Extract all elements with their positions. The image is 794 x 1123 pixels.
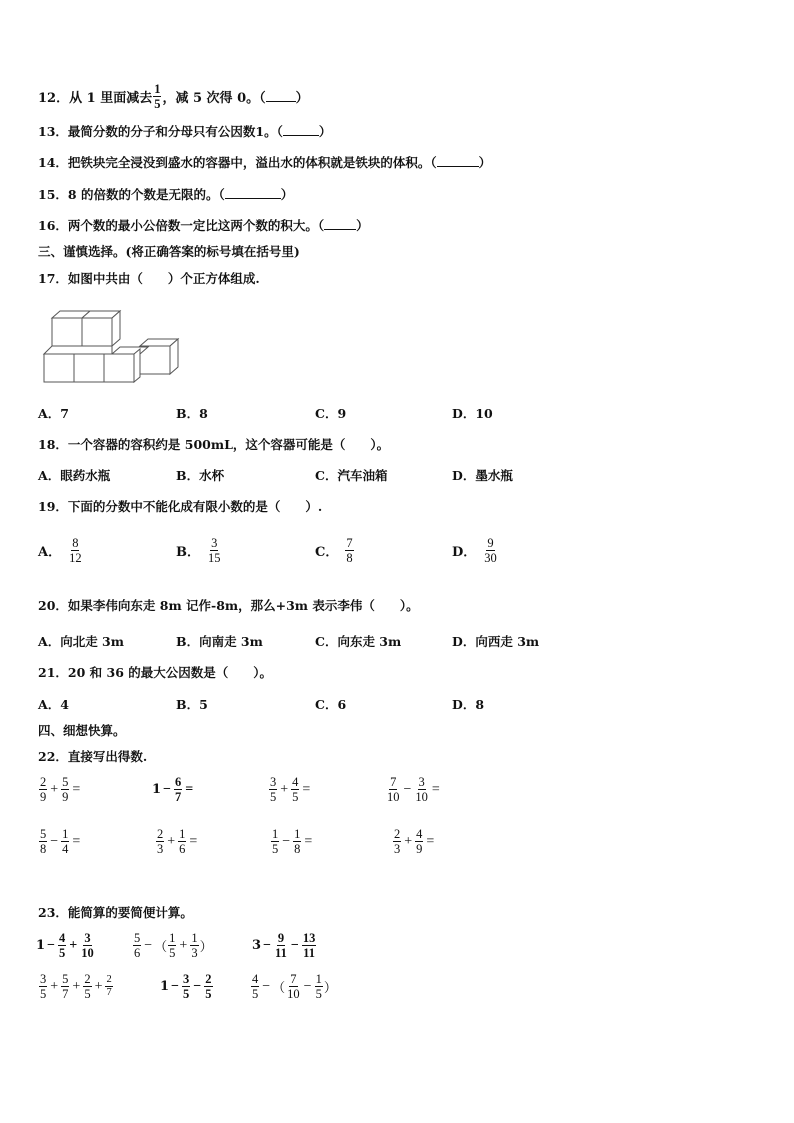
q22-expression: $\frac{2}{9}$ + $\frac{5}{9}$ = [40, 775, 81, 804]
q12-text: 12．从 1 里面减去 [38, 91, 153, 106]
question-18: 18．一个容器的容积约是 500mL，这个容器可能是（ ）。 [38, 437, 390, 452]
question-16: 16．两个数的最小公倍数一定比这两个数的积大。（ ） [38, 218, 369, 233]
q12-fraction: $\frac{1}{5}$ [154, 82, 161, 111]
q14-answer-blank[interactable] [437, 156, 479, 167]
q19-option-d[interactable]: D． $\frac{9}{30}$ [452, 536, 497, 565]
q19-option-c-fraction: $\frac{7}{8}$ [346, 536, 353, 565]
q23-expression: $\frac{5}{6}$ − （ $\frac{1}{5}$ + $\frac{1}{3}$ ） [134, 931, 213, 960]
q22-expression: $\frac{1}{5}$ − $\frac{1}{8}$ = [272, 827, 313, 856]
question-23: 23．能简算的要简便计算。 [38, 905, 193, 920]
q21-option-d[interactable]: D．8 [452, 697, 485, 712]
q22-expression: $\frac{2}{3}$ + $\frac{1}{6}$ = [157, 827, 198, 856]
q17-option-d[interactable]: D．10 [452, 406, 493, 421]
question-21: 21．20 和 36 的最大公因数是（ ）。 [38, 665, 272, 680]
question-12: 12．从 1 里面减去 $\frac{1}{5}$ ，减 5 次得 0。（ ） [38, 82, 309, 111]
q22-expression: $\frac{3}{5}$ + $\frac{4}{5}$ = [270, 775, 311, 804]
question-14: 14．把铁块完全浸没到盛水的容器中，溢出水的体积就是铁块的体积。（ ） [38, 155, 492, 170]
question-15: 15．8 的倍数的个数是无限的。（ ） [38, 187, 294, 202]
q22-expression: $\frac{2}{3}$ + $\frac{4}{9}$ = [394, 827, 435, 856]
question-19: 19．下面的分数中不能化成有限小数的是（ ）. [38, 499, 323, 514]
q19-option-b[interactable]: B． $\frac{3}{15}$ [176, 536, 221, 565]
q19-option-a-fraction: $\frac{8}{12}$ [69, 536, 82, 565]
question-22: 22．直接写出得数. [38, 749, 148, 764]
q21-option-a[interactable]: A．4 [38, 697, 69, 712]
q16-answer-blank[interactable] [324, 219, 356, 230]
q17-option-b[interactable]: B．8 [176, 406, 208, 421]
q23-expression: 3 − $\frac{9}{11}$ − $\frac{13}{11}$ [252, 931, 316, 960]
q12-text-post: ，减 5 次得 0。（ [162, 91, 266, 106]
q23-expression: 1 − $\frac{4}{5}$ + $\frac{3}{10}$ [36, 931, 94, 960]
q22-expression: $\frac{5}{8}$ − $\frac{1}{4}$ = [40, 827, 81, 856]
q18-option-b[interactable]: B．水杯 [176, 468, 225, 483]
q19-option-d-fraction: $\frac{9}{30}$ [484, 536, 497, 565]
q21-option-c[interactable]: C．6 [315, 697, 347, 712]
q19-option-b-fraction: $\frac{3}{15}$ [208, 536, 221, 565]
q15-answer-blank[interactable] [225, 188, 281, 199]
q17-option-a[interactable]: A．7 [38, 406, 69, 421]
q23-expression: $\frac{4}{5}$ − （ $\frac{7}{10}$ − $\frac{1}{5}$ ） [252, 972, 337, 1001]
q18-option-a[interactable]: A．眼药水瓶 [38, 468, 111, 483]
q18-option-c[interactable]: C．汽车油箱 [315, 468, 388, 483]
q20-option-d[interactable]: D．向西走 3m [452, 634, 540, 649]
q19-option-a[interactable]: A． $\frac{8}{12}$ [38, 536, 82, 565]
q17-option-c[interactable]: C．9 [315, 406, 347, 421]
q21-option-b[interactable]: B．5 [176, 697, 208, 712]
q19-option-c[interactable]: C． $\frac{7}{8}$ [315, 536, 353, 565]
q20-option-b[interactable]: B．向南走 3m [176, 634, 263, 649]
q20-option-a[interactable]: A．向北走 3m [38, 634, 124, 649]
q23-expression: 1 − $\frac{3}{5}$ − $\frac{2}{5}$ [160, 972, 212, 1001]
section-4-heading: 四、细想快算。 [38, 723, 126, 738]
q22-expression: 1 − $\frac{6}{7}$ = [152, 775, 194, 804]
q23-expression: $\frac{3}{5}$ + $\frac{5}{7}$ + $\frac{2}{5}$ + $\frac{2}{7}$ [40, 972, 112, 1001]
q22-expression: $\frac{7}{10}$ − $\frac{3}{10}$ = [387, 775, 440, 804]
q20-option-c[interactable]: C．向东走 3m [315, 634, 402, 649]
question-20: 20．如果李伟向东走 8m 记作-8m，那么+3m 表示李伟（ ）。 [38, 598, 419, 613]
q18-option-d[interactable]: D．墨水瓶 [452, 468, 513, 483]
cube-figure [38, 306, 188, 386]
question-13: 13．最简分数的分子和分母只有公因数1。（ ） [38, 124, 332, 139]
q13-answer-blank[interactable] [283, 125, 319, 136]
q12-answer-blank[interactable] [266, 91, 296, 102]
question-17: 17．如图中共由（ ）个正方体组成. [38, 271, 260, 286]
section-3-heading: 三、谨慎选择。(将正确答案的标号填在括号里) [38, 244, 300, 259]
